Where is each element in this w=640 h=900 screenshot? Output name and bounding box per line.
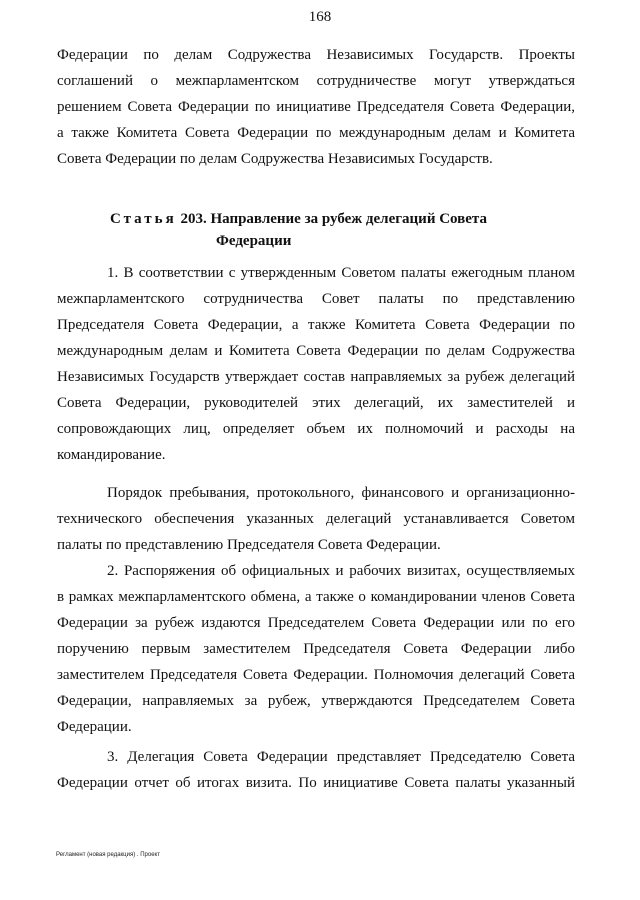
article-label: Статья	[110, 211, 177, 227]
text-line: Независимых Государств утверждает состав направляемых за рубеж делегаций	[57, 369, 575, 385]
text-line: Порядок пребывания, протокольного, финансового и организационно-	[107, 485, 575, 501]
text-line: командирование.	[57, 447, 166, 463]
text-line: межпарламентского сотрудничества Совет палаты по представлению	[57, 291, 575, 307]
text-line: а также Комитета Совета Федерации по международным делам и Комитета	[57, 125, 575, 141]
text-line: международным делам и Комитета Совета Федерации по делам Содружества	[57, 343, 575, 359]
text-line: 1. В соответствии с утвержденным Советом палаты ежегодным планом	[107, 265, 575, 281]
page-number: 168	[308, 9, 332, 25]
article-number-title: 203. Направление за рубеж делегаций Совета	[180, 211, 487, 227]
footer-note: Регламент (новая редакция) . Проект	[56, 852, 160, 858]
paragraph-intro	[57, 42, 575, 172]
text-line: решением Совета Федерации по инициативе Председателя Совета Федерации,	[57, 99, 575, 115]
text-line: Совета Федерации по делам Содружества Независимых Государств.	[57, 151, 493, 167]
text-line: сопровождающих лиц, определяет объем их полномочий и расходы на	[57, 421, 575, 437]
article-heading-line	[110, 208, 487, 230]
text-line: Федерации за рубеж издаются Председателем Совета Федерации или по его	[57, 615, 575, 631]
text-line: Федерации.	[57, 719, 132, 735]
paragraph-1	[57, 260, 575, 468]
text-line: Совета Федерации, руководителей этих делегаций, их заместителей и	[57, 395, 575, 411]
paragraph-1b	[57, 480, 575, 558]
text-line: соглашений о межпарламентском сотрудничестве могут утверждаться	[57, 73, 575, 89]
text-line: Федерации отчет об итогах визита. По инициативе Совета палаты указанный	[57, 775, 575, 791]
paragraph-3	[57, 744, 575, 796]
text-line: палаты по представлению Председателя Совета Федерации.	[57, 537, 441, 553]
text-line: в рамках межпарламентского обмена, а также о командировании членов Совета	[57, 589, 575, 605]
paragraph-2	[57, 558, 575, 740]
text-line: поручению первым заместителем Председателя Совета Федерации либо	[57, 641, 575, 657]
text-line: заместителем Председателя Совета Федерации. Полномочия делегаций Совета	[57, 667, 575, 683]
article-heading-continuation: Федерации	[216, 233, 292, 249]
text-line: Федерации по делам Содружества Независимых Государств. Проекты	[57, 47, 575, 63]
text-line: Федерации, направляемых за рубеж, утверждаются Председателем Совета	[57, 693, 575, 709]
text-line: технического обеспечения указанных делегаций устанавливается Советом	[57, 511, 575, 527]
text-line: 3. Делегация Совета Федерации представляет Председателю Совета	[107, 749, 575, 765]
text-line: 2. Распоряжения об официальных и рабочих визитах, осуществляемых	[107, 563, 575, 579]
text-line: Председателя Совета Федерации, а также Комитета Совета Федерации по	[57, 317, 575, 333]
